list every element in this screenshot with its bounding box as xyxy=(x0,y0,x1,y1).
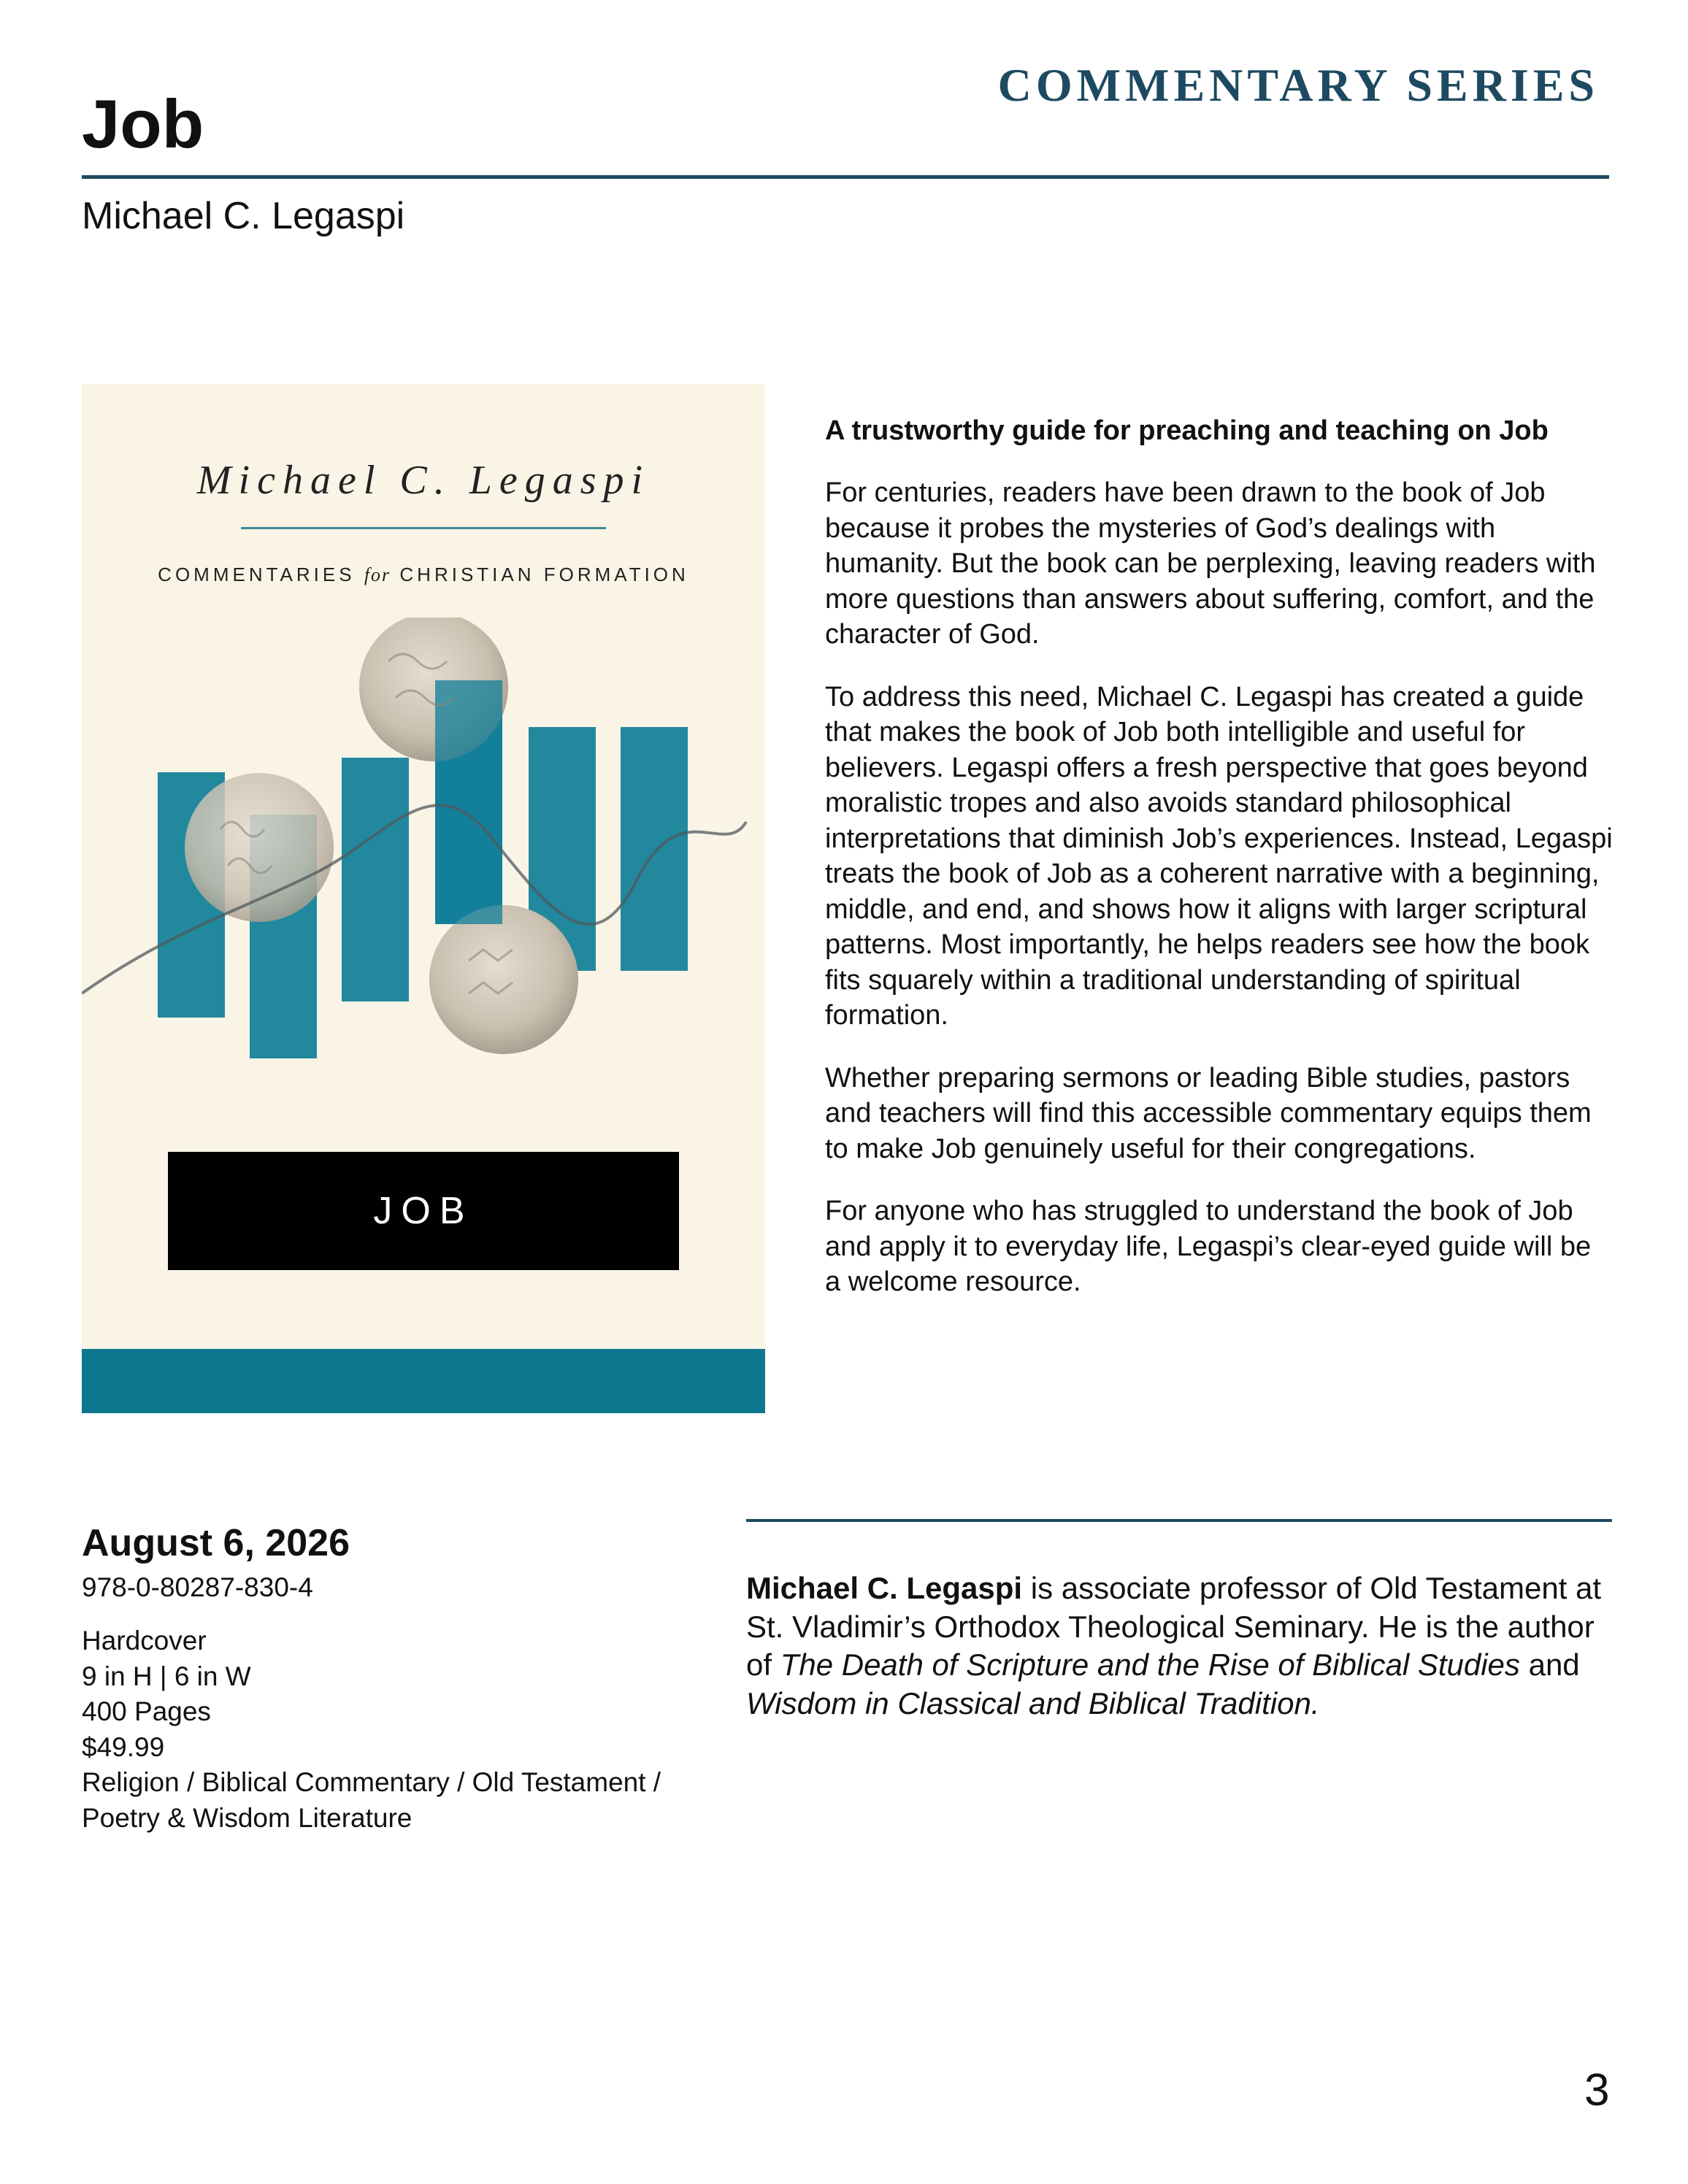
price: $49.99 xyxy=(82,1731,165,1762)
book-cover xyxy=(82,384,765,1413)
dimensions: 9 in H | 6 in W xyxy=(82,1661,251,1691)
bio-divider xyxy=(746,1519,1612,1522)
description-heading: A trustworthy guide for preaching and teaching on Job xyxy=(825,415,1549,446)
bio-book-title: The Death of Scripture and the Rise of Biblical Studies xyxy=(780,1647,1520,1682)
bio-author-name: Michael C. Legaspi xyxy=(746,1571,1023,1605)
cover-title: JOB xyxy=(373,1190,474,1232)
cover-divider xyxy=(241,527,606,529)
category-line: Poetry & Wisdom Literature xyxy=(82,1802,413,1833)
page-title: Job xyxy=(82,85,204,162)
cover-series-pre: COMMENTARIES xyxy=(158,564,356,585)
cover-bar xyxy=(342,758,409,1001)
format: Hardcover xyxy=(82,1626,207,1656)
publication-date: August 6, 2026 xyxy=(82,1522,350,1564)
isbn: 978-0-80287-830-4 xyxy=(82,1572,313,1602)
bio-book-title: Wisdom in Classical and Biblical Tradition. xyxy=(746,1685,1320,1720)
cover-author: Michael C. Legaspi xyxy=(196,458,651,503)
header-divider xyxy=(82,175,1609,179)
bio-text: and xyxy=(1519,1647,1580,1682)
page-number: 3 xyxy=(1584,2065,1610,2115)
cover-medallion xyxy=(429,905,578,1054)
description-paragraph: Whether preparing sermons or leading Bible studies, pastors and teachers will find this accessible commentary equips them to make Job genuinely useful for their congregations. xyxy=(825,1062,1592,1164)
category-line: Religion / Biblical Commentary / Old Testament / xyxy=(82,1767,661,1797)
cover-series-for: for xyxy=(364,564,391,585)
description-paragraph: To address this need, Michael C. Legaspi has created a guide that makes the book of Job both intelligible and useful for believers. Legaspi offers a fresh perspective that goes beyond moralistic tropes and also avoids standard philosophical interpretations that diminish Job’s experiences. Instead, Legaspi treats the book of Job as a coherent narrative with a beginning, middle, and end, and shows how it aligns with larger scriptural patterns. Most importantly, he helps readers see how the book fits squarely within a traditional understanding of spiritual formation. xyxy=(825,681,1613,1031)
series-label: COMMENTARY SERIES xyxy=(997,59,1599,111)
cover-bar xyxy=(621,727,688,971)
cover-illustration xyxy=(82,618,765,1128)
author-bio xyxy=(746,1569,1615,1723)
page-count: 400 Pages xyxy=(82,1696,211,1726)
cover-series-title xyxy=(82,564,765,586)
cover-series-post: CHRISTIAN FORMATION xyxy=(399,564,689,585)
description-paragraph: For anyone who has struggled to understand the book of Job and apply it to everyday life, Legaspi’s clear-eyed guide will be a welcome resource. xyxy=(825,1196,1592,1297)
author-name: Michael C. Legaspi xyxy=(82,195,405,237)
cover-bottom-band xyxy=(82,1349,765,1413)
bio-text: is associate professor of Old Testament at St. Vladimir’s Orthodox Theological Seminary. He is the author of xyxy=(746,1571,1602,1682)
cover-title-box xyxy=(168,1152,679,1270)
book-specs xyxy=(82,1623,739,1836)
description-paragraph: For centuries, readers have been drawn to the book of Job because it probes the mysteries of God’s dealings with humanity. But the book can be perplexing, leaving readers with more questions than answers about suffering, comfort, and the character of God. xyxy=(825,477,1596,650)
description xyxy=(825,413,1614,1327)
